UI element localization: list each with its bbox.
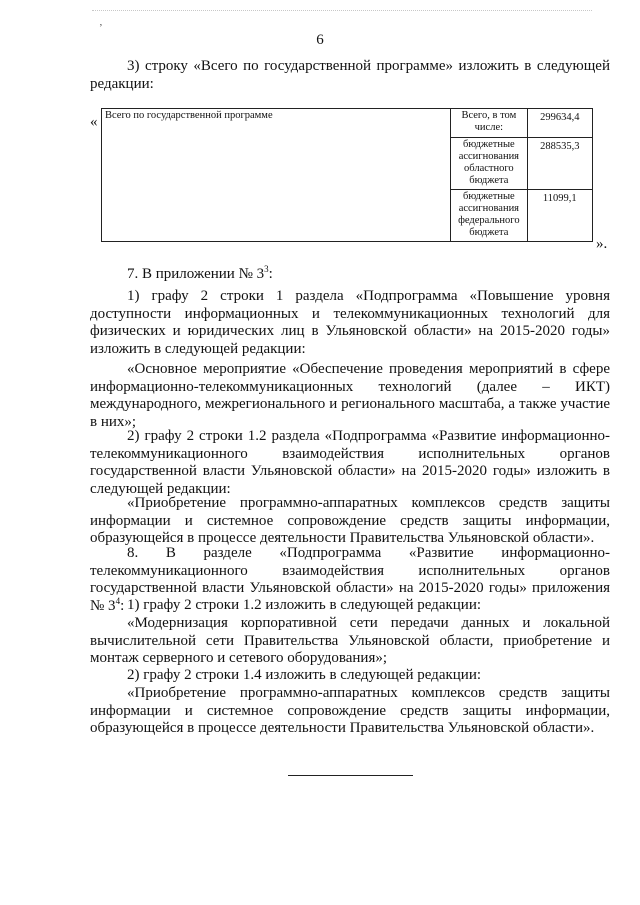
section-8-item-2-quote: «Приобретение программно-аппаратных комплексов средств защиты информации и системное сопровождение средств защиты информации, образующейся в процессе деятельности Правительства Ульяновской области». [90,685,610,736]
section-7-item-2-quote: «Приобретение программно-аппаратных комплексов средств защиты информации и системное сопровождение средств защиты информации, образующейся в процессе деятельности Правительства Ульяновской области». [90,495,610,546]
row-label: Всего, в том числе: [451,109,527,138]
section-7-heading-tail: : [268,266,273,282]
page-number: 6 [316,32,324,48]
table-close-quote: ». [596,236,608,252]
section-8-heading-tail: : [120,597,125,614]
program-name-cell: Всего по государственной программе [102,109,451,242]
row-value: 299634,4 [527,109,592,138]
section-7-heading [90,266,610,284]
table-open-quote: « [90,114,98,130]
row-label: бюджетные ассигнования областного бюджета [451,138,527,190]
signature-line [288,775,413,776]
section-8-heading-text: 8. В разделе «Подпрограмма «Развитие информационно-телекоммуникационного взаимодействия исполнительных органов государственной власти Ульяновской области» на 2015-2020 годы» приложения № 3 [90,545,610,614]
section-8-item-1: 1) графу 2 строки 1.2 изложить в следующей редакции: [127,597,482,613]
row-value: 11099,1 [527,190,592,242]
section-7-heading-text: 7. В приложении № 3 [127,266,265,282]
row-value: 288535,3 [527,138,592,190]
corner-mark: ‚ [99,16,103,28]
section-7-item-1: 1) графу 2 строки 1 раздела «Подпрограмма «Повышение уровня доступности информационных и телекоммуникационных технологий для физических и юридических лиц в Ульяновской области» на 2015-2020 годы» изложить в следующей редакции: [90,288,610,357]
section-8-item-2: 2) графу 2 строки 1.4 изложить в следующей редакции: [127,667,482,683]
table-row [102,109,593,138]
section-7-item-2: 2) графу 2 строки 1.2 раздела «Подпрограмма «Развитие информационно-телекоммуникационного взаимодействия исполнительных органов государственной власти Ульяновской области» на 2015-2020 годы» изложить в следующей редакции: [90,428,610,497]
section-7-item-1-quote: «Основное мероприятие «Обеспечение проведения мероприятий в сфере информационно-телекоммуникационных технологий (далее – ИКТ) международного, межрегионального и регионального масштаба, а также участие в них»; [90,361,610,430]
scan-artifact-line [92,10,592,13]
budget-table [101,108,593,242]
section-8-heading-sup: 4 [115,595,121,606]
intro-paragraph: 3) строку «Всего по государственной программе» изложить в следующей редакции: [90,58,610,92]
section-7-heading-sup: 3 [264,264,269,274]
section-8-item-1-quote: «Модернизация корпоративной сети передачи данных и локальной вычислительной сети Правительства Ульяновской области, приобретение и монтаж серверного и сетевого оборудования»; [90,615,610,666]
row-label: бюджетные ассигнования федерального бюджета [451,190,527,242]
